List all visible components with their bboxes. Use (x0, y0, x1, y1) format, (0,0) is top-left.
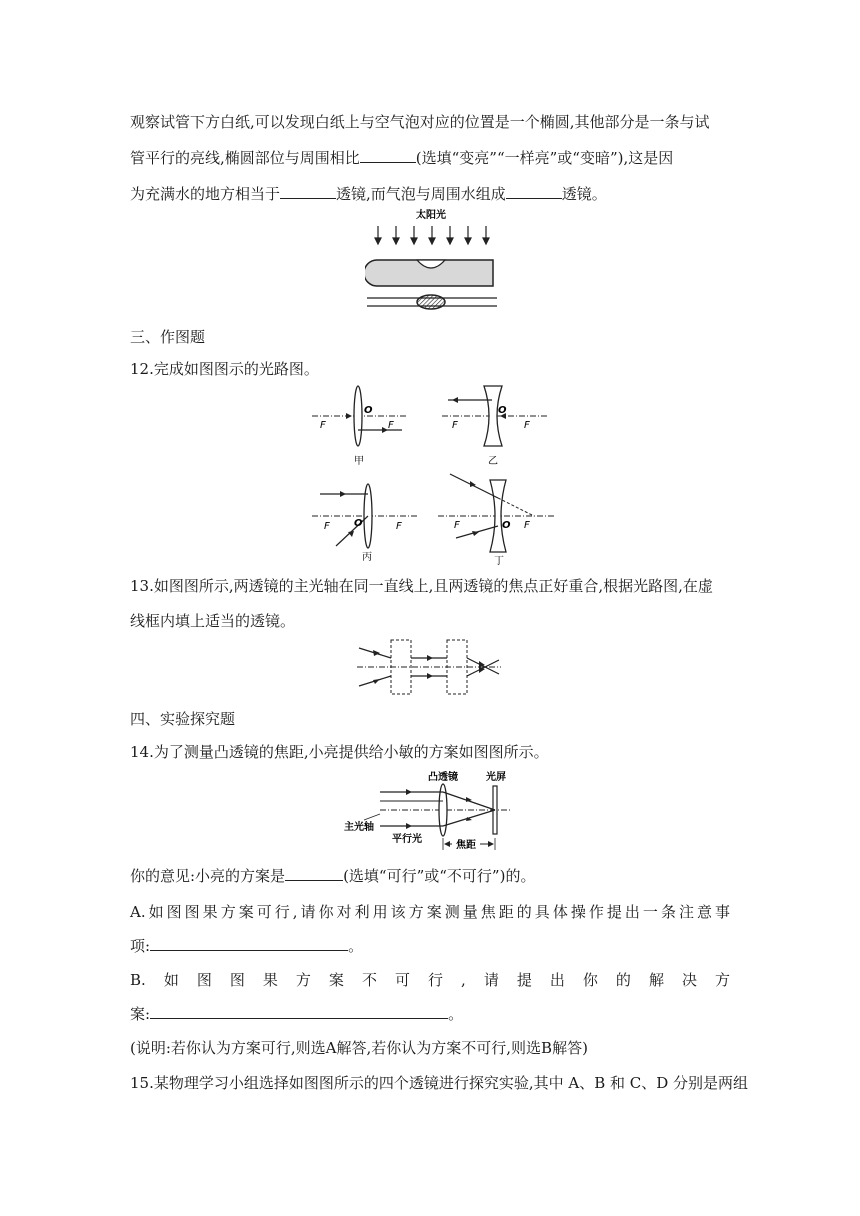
ray-diagram-jia (310, 384, 410, 469)
q14-optionB-line1: B.如图图果方案不可行,请提出你的解决方 (130, 971, 730, 989)
q11-line2-a: 管平行的亮线,椭圆部位与周围相比 (130, 149, 360, 167)
two-lens-figure (355, 636, 505, 698)
svg-text:F: F (388, 420, 394, 431)
bright-ellipse (417, 295, 445, 309)
q14-optionB-line2: 案: 。 (130, 1005, 464, 1023)
label-bing: 丙 (362, 552, 372, 563)
answer-blank-optionB[interactable] (150, 1004, 448, 1019)
label-yi: 乙 (488, 456, 498, 467)
ray-diagram-yi (440, 384, 550, 469)
sunlight-arrows (375, 226, 489, 244)
q13-line2: 线框内填上适当的透镜。 (130, 612, 296, 630)
axis-label: 主光轴 (344, 822, 374, 833)
parallel-light-label: 平行光 (392, 834, 422, 845)
answer-blank-water-lens[interactable] (280, 184, 336, 199)
q11-line2 (130, 148, 673, 168)
q12-text: 12.完成如图图示的光路图。 (130, 360, 319, 378)
convex-lens-label: 凸透镜 (428, 772, 458, 783)
svg-text:F: F (454, 520, 460, 531)
q14-optionA-line2: 项: 。 (130, 937, 364, 955)
svg-text:O: O (364, 405, 373, 416)
svg-text:O: O (498, 405, 507, 416)
answer-blank-brightness[interactable] (360, 148, 416, 163)
answer-blank-bubble-lens[interactable] (506, 184, 562, 199)
answer-blank-optionA[interactable] (150, 936, 348, 951)
svg-text:O: O (354, 518, 363, 529)
sunlight-label: 太阳光 (416, 210, 446, 221)
label-jia: 甲 (354, 456, 364, 467)
svg-text:F: F (396, 521, 402, 532)
section4-title: 四、实验探究题 (130, 710, 236, 728)
focal-distance-label: 焦距 (456, 840, 476, 851)
screen-label: 光屏 (486, 772, 506, 783)
q11-line3-c: 透镜。 (561, 185, 607, 203)
svg-text:F: F (320, 420, 326, 431)
svg-text:F: F (524, 520, 530, 531)
label-ding: 丁 (494, 556, 504, 566)
section3-title: 三、作图题 (130, 328, 206, 346)
ray-diagram-ding (436, 466, 556, 566)
q13-line1: 13.如图图所示,两透镜的主光轴在同一直线上,且两透镜的焦点正好重合,根据光路图,在虚 (130, 577, 713, 595)
q14-optionA-line1: A.如图图果方案可行,请你对利用该方案测量焦距的具体操作提出一条注意事 (130, 903, 730, 921)
q11-line3-a: 为充满水的地方相当于 (130, 185, 281, 203)
q15-line1: 15.某物理学习小组选择如图图所示的四个透镜进行探究实验,其中 A、B 和 C、D 分别是两组 (130, 1074, 749, 1092)
q11-line2-b: (选填“变亮”“一样亮”或“变暗”),这是因 (415, 149, 674, 167)
svg-text:F: F (524, 420, 530, 431)
test-tube-figure (365, 206, 497, 318)
q14-text: 14.为了测量凸透镜的焦距,小亮提供给小敏的方案如图图所示。 (130, 743, 549, 761)
ray-diagram-bing (310, 474, 420, 564)
q14-opinion: 你的意见:小亮的方案是 (选填“可行”或“不可行”)的。 (130, 867, 536, 885)
svg-text:O: O (502, 520, 511, 531)
svg-text:F: F (452, 420, 458, 431)
q11-line1: 观察试管下方白纸,可以发现白纸上与空气泡对应的位置是一个椭圆,其他部分是一条与试 (130, 113, 710, 131)
q14-note: (说明:若你认为方案可行,则选A解答,若你认为方案不可行,则选B解答) (130, 1039, 588, 1057)
q11-line3-b: 透镜,而气泡与周围水组成 (336, 185, 506, 203)
focal-length-figure (340, 766, 530, 856)
svg-text:F: F (324, 521, 330, 532)
q11-line3 (130, 184, 607, 204)
answer-blank-feasible[interactable] (285, 866, 343, 881)
